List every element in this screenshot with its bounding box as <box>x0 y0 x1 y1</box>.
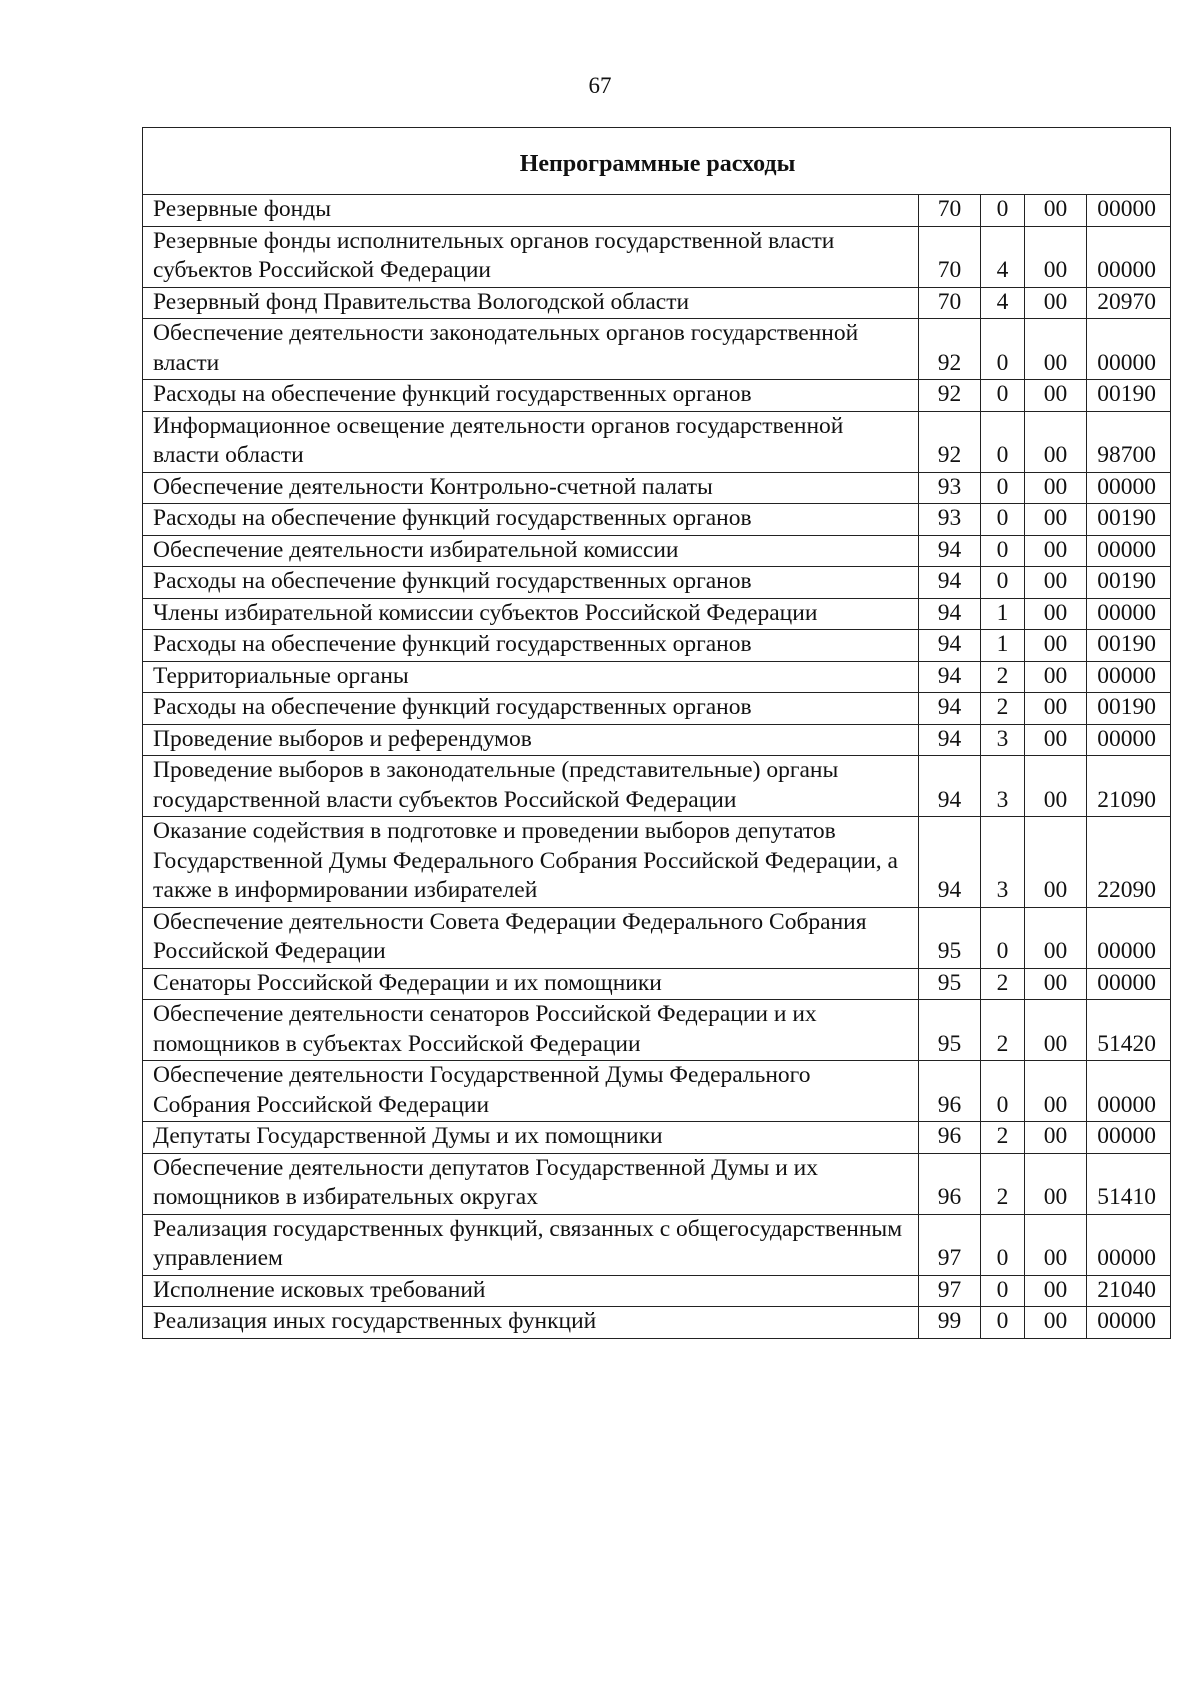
row-code-2: 2 <box>981 1122 1025 1154</box>
row-code-3: 00 <box>1025 567 1087 599</box>
row-code-4: 00000 <box>1087 907 1171 968</box>
row-code-1: 93 <box>919 504 981 536</box>
row-code-3: 00 <box>1025 630 1087 662</box>
row-code-1: 95 <box>919 1000 981 1061</box>
row-code-1: 95 <box>919 968 981 1000</box>
row-code-1: 92 <box>919 319 981 380</box>
row-name: Расходы на обеспечение функций государственных органов <box>143 693 919 725</box>
row-code-2: 2 <box>981 661 1025 693</box>
row-name: Депутаты Государственной Думы и их помощники <box>143 1122 919 1154</box>
row-code-4: 21040 <box>1087 1275 1171 1307</box>
row-code-2: 0 <box>981 907 1025 968</box>
row-code-1: 94 <box>919 567 981 599</box>
row-code-1: 94 <box>919 817 981 908</box>
row-code-3: 00 <box>1025 817 1087 908</box>
table-row <box>143 1061 1171 1122</box>
row-code-4: 22090 <box>1087 817 1171 908</box>
table-row <box>143 226 1171 287</box>
row-code-1: 92 <box>919 411 981 472</box>
table-row <box>143 1214 1171 1275</box>
row-code-3: 00 <box>1025 1122 1087 1154</box>
row-code-3: 00 <box>1025 724 1087 756</box>
row-code-4: 20970 <box>1087 287 1171 319</box>
row-code-3: 00 <box>1025 907 1087 968</box>
table-row <box>143 693 1171 725</box>
row-code-4: 00190 <box>1087 567 1171 599</box>
row-code-3: 00 <box>1025 287 1087 319</box>
row-code-1: 96 <box>919 1122 981 1154</box>
section-title: Непрограммные расходы <box>143 128 1171 195</box>
row-code-4: 00000 <box>1087 661 1171 693</box>
row-name: Расходы на обеспечение функций государственных органов <box>143 380 919 412</box>
row-code-4: 51420 <box>1087 1000 1171 1061</box>
row-code-1: 95 <box>919 907 981 968</box>
table-row <box>143 1153 1171 1214</box>
table-row <box>143 319 1171 380</box>
row-code-1: 70 <box>919 287 981 319</box>
row-code-2: 0 <box>981 1275 1025 1307</box>
row-code-2: 3 <box>981 724 1025 756</box>
row-code-3: 00 <box>1025 693 1087 725</box>
row-name: Реализация иных государственных функций <box>143 1307 919 1339</box>
row-code-2: 0 <box>981 535 1025 567</box>
row-code-4: 00000 <box>1087 598 1171 630</box>
row-code-1: 92 <box>919 380 981 412</box>
row-code-4: 00000 <box>1087 968 1171 1000</box>
row-code-1: 94 <box>919 630 981 662</box>
table-row <box>143 504 1171 536</box>
row-name: Резервные фонды <box>143 195 919 227</box>
row-code-4: 00000 <box>1087 1061 1171 1122</box>
row-name: Обеспечение деятельности Государственной Думы Федерального Собрания Российской Федерации <box>143 1061 919 1122</box>
row-code-2: 0 <box>981 504 1025 536</box>
section-header-row <box>143 128 1171 195</box>
row-code-3: 00 <box>1025 1214 1087 1275</box>
row-code-2: 0 <box>981 567 1025 599</box>
row-code-4: 51410 <box>1087 1153 1171 1214</box>
row-code-3: 00 <box>1025 598 1087 630</box>
row-name: Резервные фонды исполнительных органов государственной власти субъектов Российской Федерации <box>143 226 919 287</box>
row-code-1: 94 <box>919 724 981 756</box>
row-code-1: 94 <box>919 756 981 817</box>
row-code-3: 00 <box>1025 1307 1087 1339</box>
row-name: Реализация государственных функций, связанных с общегосударственным управлением <box>143 1214 919 1275</box>
row-name: Территориальные органы <box>143 661 919 693</box>
row-code-3: 00 <box>1025 504 1087 536</box>
table-row <box>143 724 1171 756</box>
row-code-3: 00 <box>1025 1275 1087 1307</box>
row-code-2: 0 <box>981 1307 1025 1339</box>
row-code-4: 00190 <box>1087 504 1171 536</box>
row-code-2: 2 <box>981 1153 1025 1214</box>
row-code-4: 00000 <box>1087 195 1171 227</box>
row-name: Исполнение исковых требований <box>143 1275 919 1307</box>
row-name: Обеспечение деятельности депутатов Государственной Думы и их помощников в избирательных округах <box>143 1153 919 1214</box>
row-name: Расходы на обеспечение функций государственных органов <box>143 504 919 536</box>
row-code-4: 21090 <box>1087 756 1171 817</box>
row-code-2: 3 <box>981 756 1025 817</box>
row-name: Обеспечение деятельности сенаторов Российской Федерации и их помощников в субъектах Российской Федерации <box>143 1000 919 1061</box>
table-row <box>143 630 1171 662</box>
row-code-4: 00190 <box>1087 693 1171 725</box>
row-name: Обеспечение деятельности Контрольно-счетной палаты <box>143 472 919 504</box>
row-code-3: 00 <box>1025 1061 1087 1122</box>
row-code-3: 00 <box>1025 535 1087 567</box>
row-code-4: 00000 <box>1087 724 1171 756</box>
row-code-4: 00000 <box>1087 226 1171 287</box>
table-row <box>143 1122 1171 1154</box>
row-code-1: 94 <box>919 661 981 693</box>
row-code-4: 00000 <box>1087 472 1171 504</box>
row-code-1: 94 <box>919 535 981 567</box>
row-code-1: 97 <box>919 1275 981 1307</box>
row-code-3: 00 <box>1025 472 1087 504</box>
table-row <box>143 598 1171 630</box>
row-code-2: 0 <box>981 1061 1025 1122</box>
row-code-1: 96 <box>919 1061 981 1122</box>
row-code-2: 1 <box>981 598 1025 630</box>
row-name: Информационное освещение деятельности органов государственной власти области <box>143 411 919 472</box>
row-code-3: 00 <box>1025 1153 1087 1214</box>
row-code-1: 70 <box>919 226 981 287</box>
row-name: Обеспечение деятельности избирательной комиссии <box>143 535 919 567</box>
row-name: Оказание содействия в подготовке и проведении выборов депутатов Государственной Думы Федерального Собрания Российской Федерации, а также в информировании избирателей <box>143 817 919 908</box>
row-code-2: 1 <box>981 630 1025 662</box>
table-row <box>143 380 1171 412</box>
row-code-4: 00000 <box>1087 1122 1171 1154</box>
row-code-3: 00 <box>1025 226 1087 287</box>
row-code-2: 0 <box>981 380 1025 412</box>
table-row <box>143 661 1171 693</box>
row-code-4: 00190 <box>1087 630 1171 662</box>
row-code-4: 00000 <box>1087 1307 1171 1339</box>
row-name: Расходы на обеспечение функций государственных органов <box>143 630 919 662</box>
table-row <box>143 1000 1171 1061</box>
table-row <box>143 1307 1171 1339</box>
row-code-3: 00 <box>1025 756 1087 817</box>
table-row <box>143 535 1171 567</box>
row-code-4: 98700 <box>1087 411 1171 472</box>
table-row <box>143 472 1171 504</box>
row-code-2: 4 <box>981 226 1025 287</box>
row-code-2: 2 <box>981 693 1025 725</box>
row-code-3: 00 <box>1025 411 1087 472</box>
table-row <box>143 817 1171 908</box>
row-code-1: 94 <box>919 693 981 725</box>
row-code-1: 93 <box>919 472 981 504</box>
table-body <box>143 128 1171 1339</box>
row-code-4: 00000 <box>1087 319 1171 380</box>
row-name: Сенаторы Российской Федерации и их помощники <box>143 968 919 1000</box>
row-code-2: 0 <box>981 319 1025 380</box>
row-code-2: 3 <box>981 817 1025 908</box>
row-code-2: 0 <box>981 472 1025 504</box>
table-row <box>143 907 1171 968</box>
row-name: Проведение выборов в законодательные (представительные) органы государственной власти субъектов Российской Федерации <box>143 756 919 817</box>
table-row <box>143 1275 1171 1307</box>
row-code-3: 00 <box>1025 968 1087 1000</box>
row-code-2: 2 <box>981 968 1025 1000</box>
row-code-1: 96 <box>919 1153 981 1214</box>
row-code-1: 99 <box>919 1307 981 1339</box>
row-code-4: 00000 <box>1087 1214 1171 1275</box>
row-code-2: 0 <box>981 411 1025 472</box>
table-row <box>143 411 1171 472</box>
row-code-3: 00 <box>1025 195 1087 227</box>
row-code-1: 70 <box>919 195 981 227</box>
table-row <box>143 195 1171 227</box>
row-code-2: 4 <box>981 287 1025 319</box>
row-code-1: 97 <box>919 1214 981 1275</box>
table-row <box>143 968 1171 1000</box>
row-name: Обеспечение деятельности законодательных органов государственной власти <box>143 319 919 380</box>
row-code-3: 00 <box>1025 661 1087 693</box>
row-code-4: 00000 <box>1087 535 1171 567</box>
row-code-1: 94 <box>919 598 981 630</box>
row-name: Обеспечение деятельности Совета Федерации Федерального Собрания Российской Федерации <box>143 907 919 968</box>
table-row <box>143 756 1171 817</box>
row-code-4: 00190 <box>1087 380 1171 412</box>
row-code-3: 00 <box>1025 1000 1087 1061</box>
row-name: Проведение выборов и референдумов <box>143 724 919 756</box>
table-row <box>143 567 1171 599</box>
row-name: Расходы на обеспечение функций государственных органов <box>143 567 919 599</box>
row-name: Резервный фонд Правительства Вологодской области <box>143 287 919 319</box>
row-code-2: 0 <box>981 1214 1025 1275</box>
row-code-2: 0 <box>981 195 1025 227</box>
row-name: Члены избирательной комиссии субъектов Российской Федерации <box>143 598 919 630</box>
row-code-3: 00 <box>1025 319 1087 380</box>
budget-classification-table <box>142 127 1171 1339</box>
row-code-2: 2 <box>981 1000 1025 1061</box>
row-code-3: 00 <box>1025 380 1087 412</box>
table-row <box>143 287 1171 319</box>
page-number: 67 <box>588 73 612 98</box>
